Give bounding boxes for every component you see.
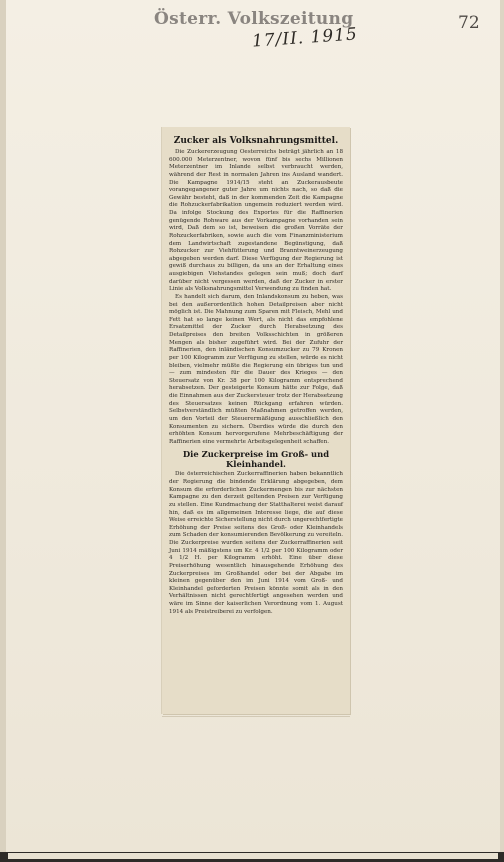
page-edge-bottom-inner xyxy=(8,853,498,859)
article-paragraph: Die Zuckererzeugung Oesterreichs beträgt jährlich an 18 600.000 Meterzentner, wovon fünf bis sechs Millionen Meterzentner im Inlande selbst verbraucht werden, während der Rest in normalen Jahren ins Ausland wandert. Die Kampagne 1914/15 steht an Zuckerausbeute vorangegangener guter Jahre um nichts nach, so daß die Gewähr besteht, daß in der kommenden Zeit die Kampagne die Rohzuckerfabrikation ungemein reduziert werden wird. Da infolge Stockung des Exportes für die Raffinerien genügende Rohware aus der Vorkampagne vorhanden sein wird, Daß dem so ist, beweisen die großen Vorräte der Rohzuckerfabriken, sowie auch die vom Finanzministerium dem Landwirtschaft zugestandene Begünstigung, daß Rohzucker zur Viehfütterung und Branntweinerzeugung abgegeben werden darf. Diese Verfügung der Regierung ist gewiß durchaus zu billigen, da uns an der Erhaltung eines ausgiebigen Viehstandes gelegen sein muß; doch darf darüber nicht vergessen werden, daß der Zucker in erster Linie als Volksnahrungsmittel Verwendung zu finden hat. xyxy=(169,149,343,293)
newspaper-name: Österr. Volkszeitung xyxy=(154,9,354,29)
clipping-mount-edge xyxy=(162,716,350,717)
article-paragraph: Es handelt sich darum, den Inlandskonsum zu heben, was bei den außerordentlich hohen Detailpreisen aber nicht möglich ist. Die Mahnung zum Sparen mit Fleisch, Mehl und Fett hat so lange keinen Wert, als nicht das empfohlene Ersatzmittel der Zucker durch Herabsetzung des Detailpreises den breiten Volksschichten in größeren Mengen als bisher zugeführt wird. Bei der Zufuhr der Raffinerien, den inländischen Konsumzucker zu 79 Kronen per 100 Kilogramm zur Verfügung zu stellen, würde es nicht bleiben, vielmehr müßte die Regierung ein übriges tun und — zum mindesten für die Dauer des Krieges — den Steuersatz von Kr. 38 per 100 Kilogramm entsprechend herabsetzen. Der gesteigerte Konsum hätte zur Folge, daß die Einnahmen aus der Zuckersteuer trotz der Herabsetzung des Steuersatzes keinen Rückgang erfahren würden. Selbstverständlich müßten Maßnahmen getroffen werden, um den Vorteil der Steuerermäßigung ausschließlich den Konsumenten zu sichern. Überdies würde die durch den erhöhten Konsum hervorgerufene Mehrbeschäftigung der Raffinerien eine vermehrte Arbeitsgelegenheit schaffen. xyxy=(169,293,343,445)
article-title: Zucker als Volksnahrungsmittel. xyxy=(173,136,339,146)
page-number: 72 xyxy=(458,13,480,33)
newspaper-clipping xyxy=(162,127,350,714)
article-paragraph: Die österreichischen Zuckerraffinerien haben bekanntlich der Regierung die bindende Erklärung abgegeben, dem Konsum die erforderlichen Zuckermengen bis zur nächsten Kampagne zu den derzeit geltenden Preisen zur Verfügung zu stellen. Eine Kundmachung der Statthalterei weist darauf hin, daß es im allgemeinen Interesse liege, die auf diese Weise erreichte Sicherstellung nicht durch ungerechtfertigte Erhöhung der Preise seitens des Groß- oder Kleinhandels zum Schaden der konsumierenden Bevölkerung zu vereiteln. Die Zuckerpreise wurden seitens der Zuckerraffinerien seit Juni 1914 mäßigstens um Kr. 4 1/2 per 100 Kilogramm oder 4 1/2 H. per Kilogramm erhöht. Eine über diese Preiserhöhung wesentlich hinausgehende Erhöhung des Zuckerpreises im Großhandel oder bei der Abgabe im kleinen gegenüber den im Juni 1914 vom Groß- und Kleinhandel geforderten Preisen könnte somit als in den Verhältnissen nicht gerechtfertigt angesehen werden und wäre im Sinne der kaiserlichen Verordnung vom 1. August 1914 als Preistreiberei zu verfolgen. xyxy=(169,471,343,615)
page-edge-right xyxy=(500,0,504,862)
page-edge-left xyxy=(0,0,6,862)
handwritten-date: 17/II. 1915 xyxy=(251,24,359,52)
article-subheading: Die Zuckerpreise im Groß- und Kleinhandel. xyxy=(182,449,330,470)
